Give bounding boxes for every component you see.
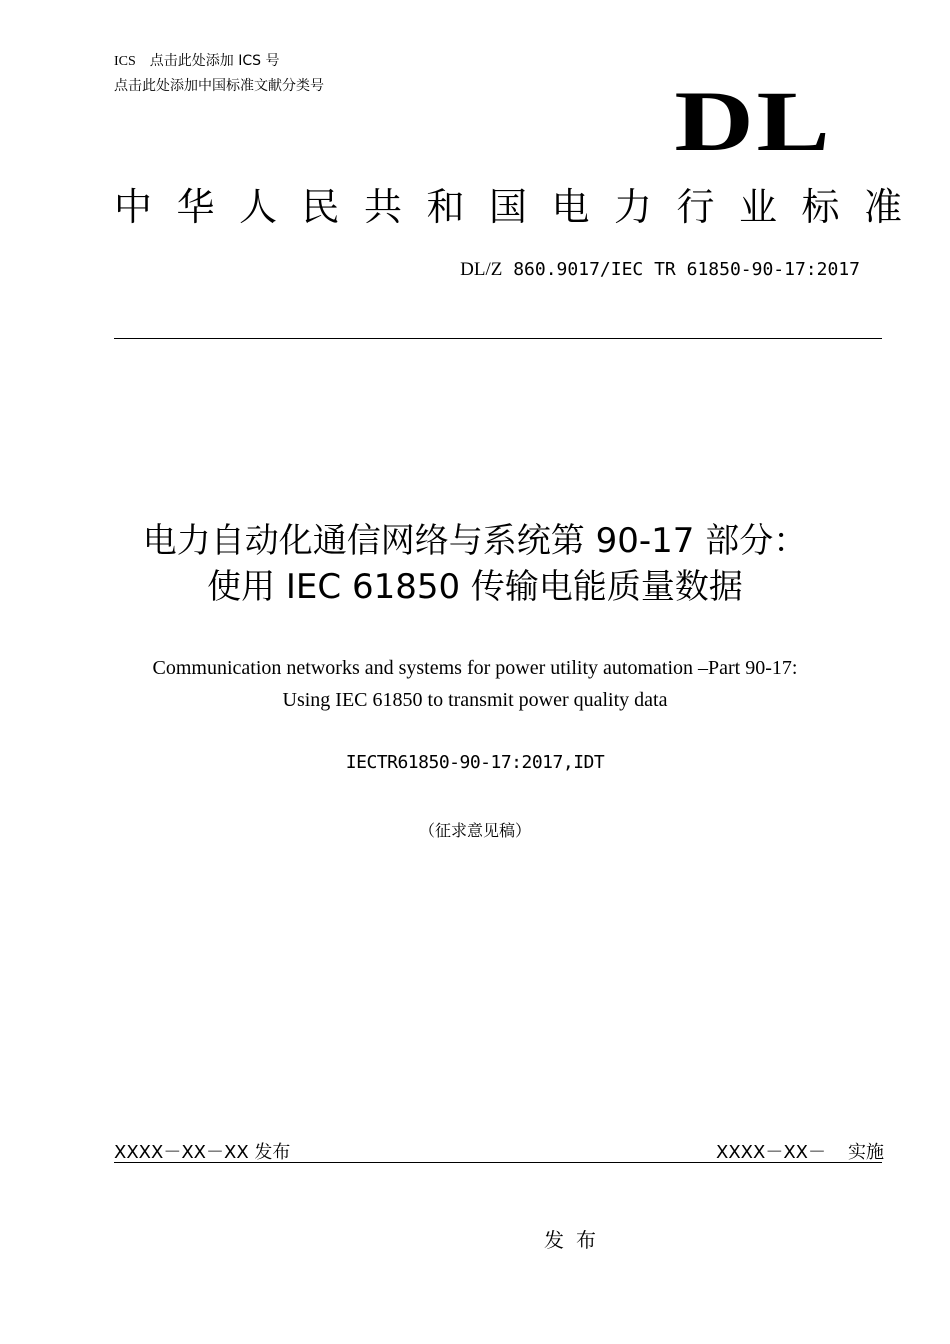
issue-date: XXXX－XX－XX 发布 [114, 1142, 291, 1163]
implementation-date-value: XXXX－XX－ [716, 1142, 826, 1163]
standard-category-title: 中华人民共和国电力行业标准 [114, 185, 927, 229]
ics-number-line[interactable] [114, 50, 280, 70]
ccs-classification-placeholder[interactable]: 点击此处添加中国标准文献分类号 [114, 78, 324, 94]
english-title-line-1: Communication networks and systems for power utility automation –Part 90-17: [152, 657, 798, 679]
implementation-date [716, 1138, 884, 1164]
equivalence-statement: IECTR61850-90-17:2017,IDT [345, 752, 605, 773]
standard-number-prefix: DL/Z [460, 259, 503, 280]
publisher-line: 发布 [544, 1228, 608, 1252]
ics-placeholder[interactable]: 点击此处添加 ICS 号 [149, 53, 280, 69]
english-title [0, 652, 950, 716]
implementation-label: 实施 [848, 1142, 884, 1163]
standard-number [460, 259, 860, 281]
draft-note: （征求意见稿） [418, 821, 531, 840]
english-title-line-2: Using IEC 61850 to transmit power quality data [282, 689, 668, 711]
chinese-title-line-1: 电力自动化通信网络与系统第 90-17 部分： [142, 521, 808, 561]
chinese-title [0, 518, 950, 610]
bottom-divider [114, 1162, 882, 1163]
top-divider [114, 338, 882, 339]
standard-number-rest: 860.9017/IEC TR 61850-90-17:2017 [502, 259, 860, 280]
ics-label: ICS [114, 54, 136, 69]
chinese-title-line-2: 使用 IEC 61850 传输电能质量数据 [207, 567, 743, 607]
dl-logo: DL [673, 73, 832, 169]
